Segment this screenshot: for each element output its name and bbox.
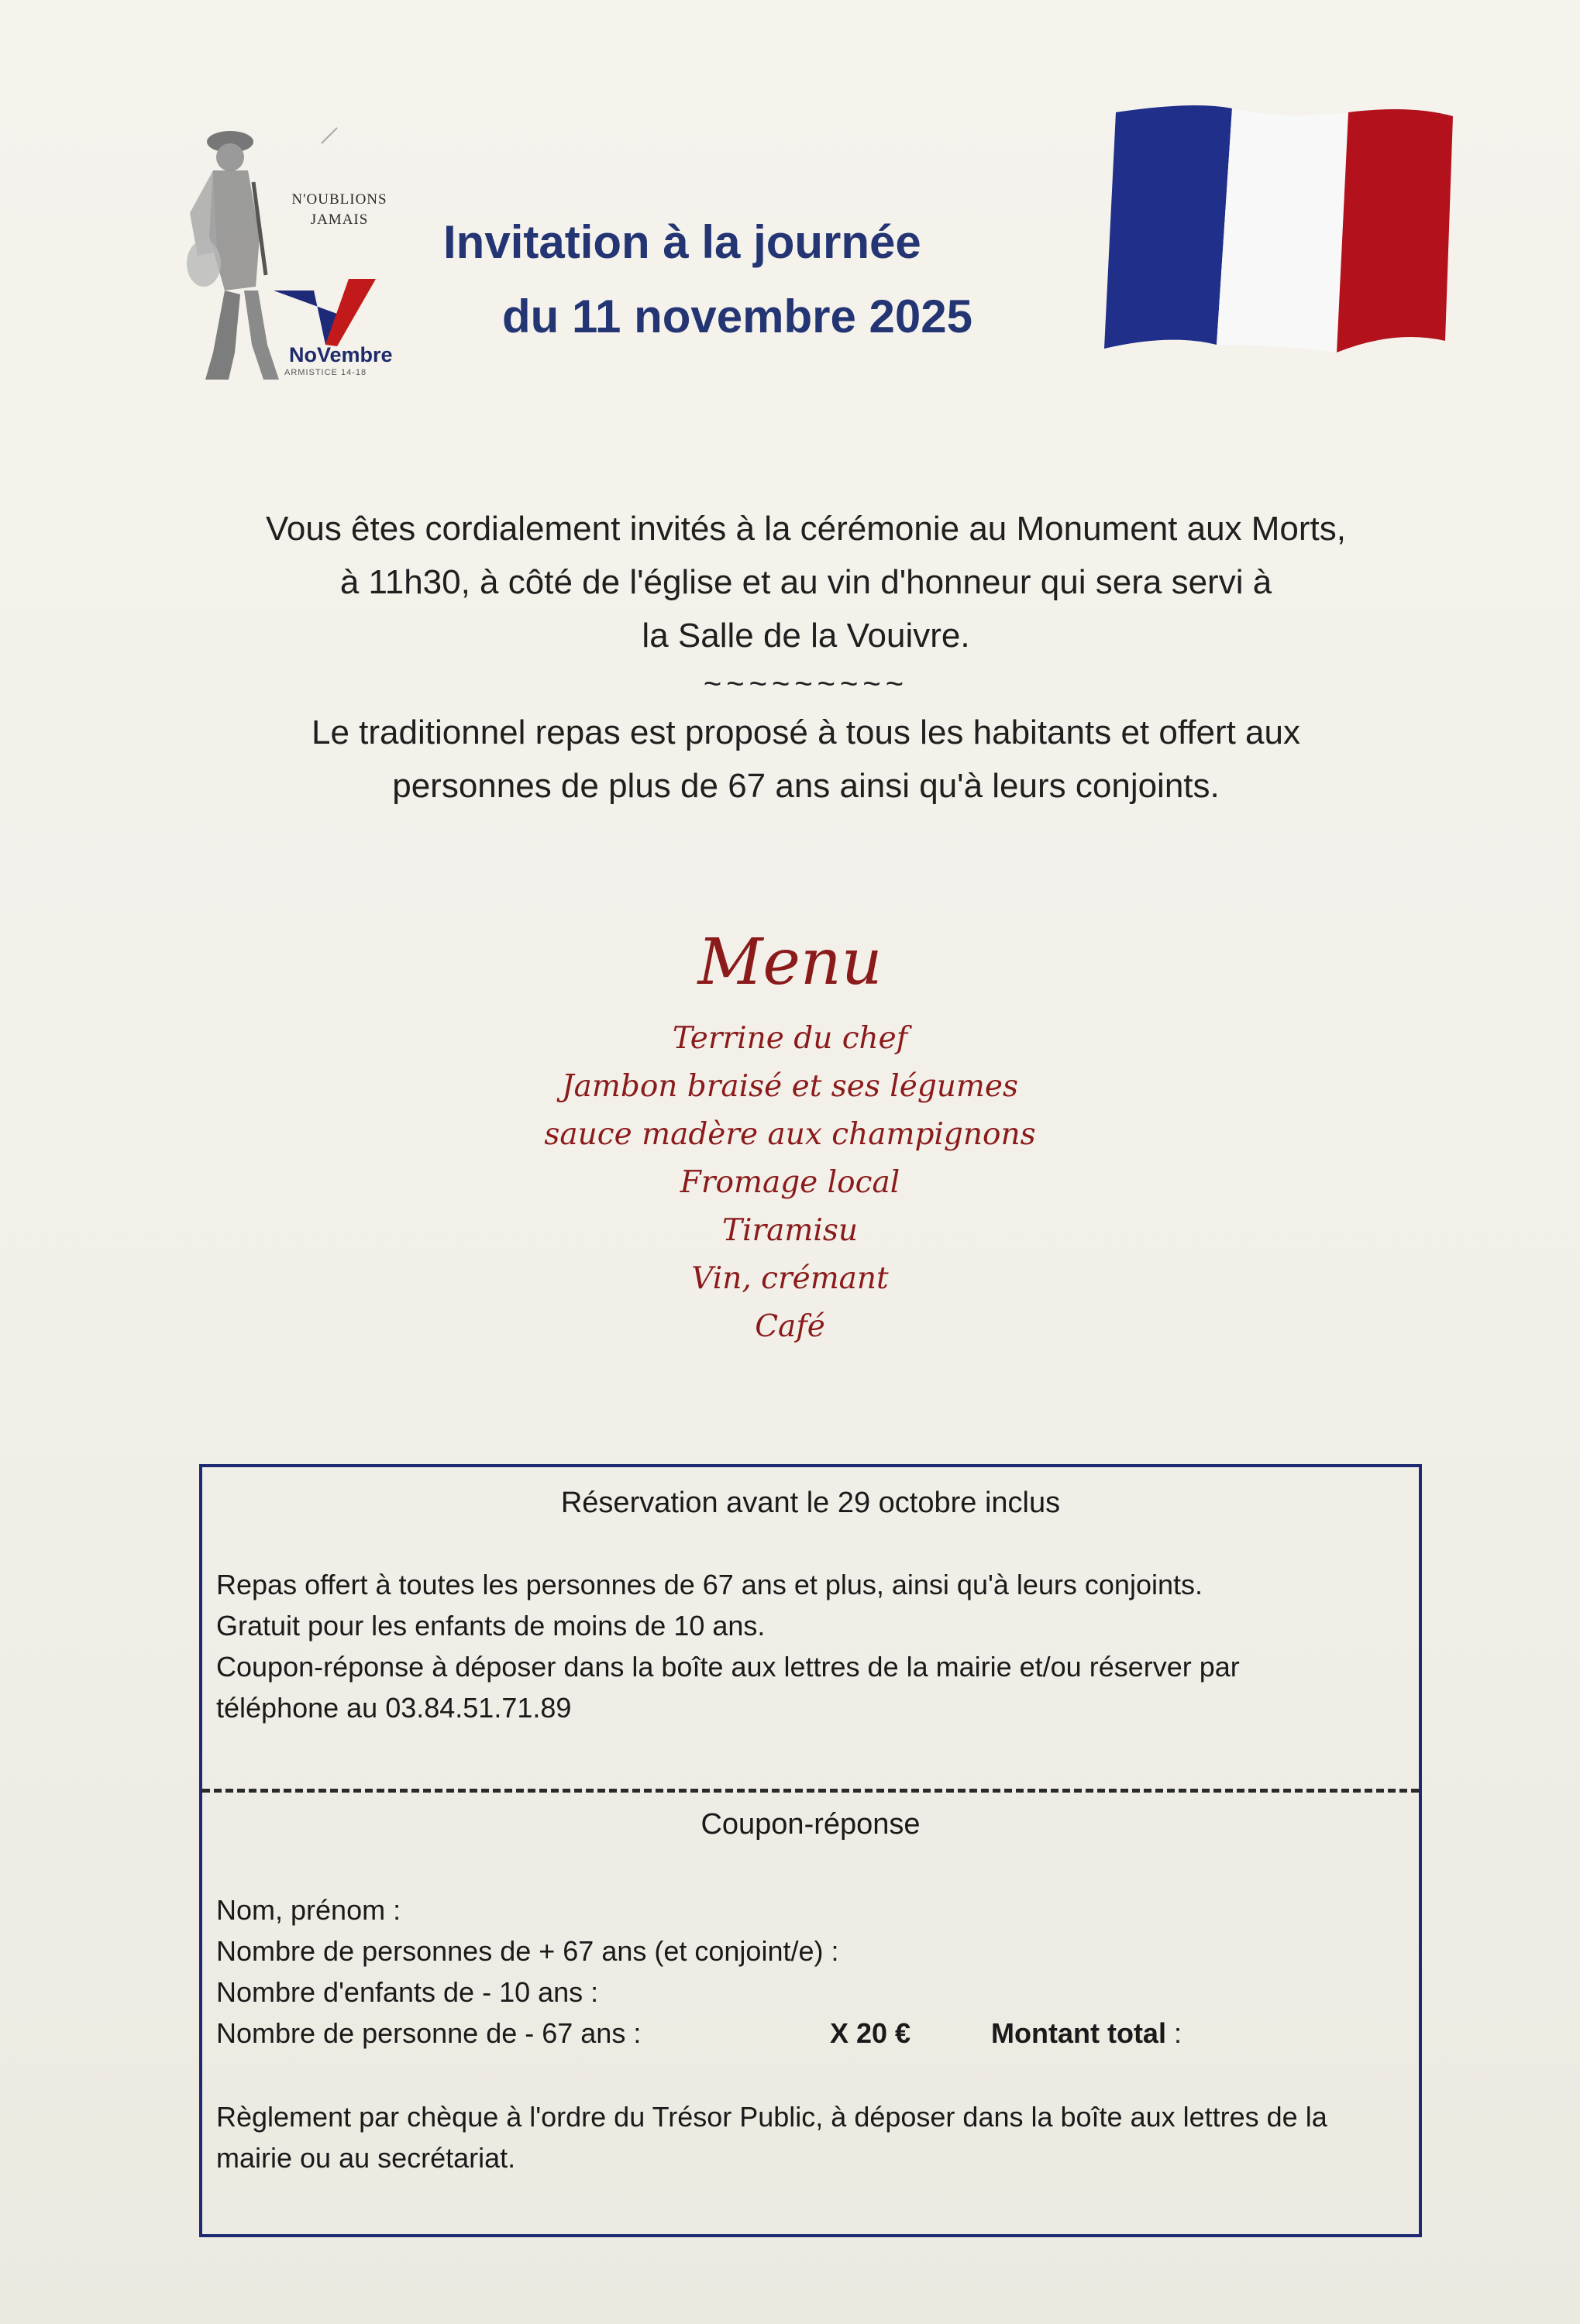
menu-item: Fromage local: [680, 1165, 900, 1200]
reservation-heading: Réservation avant le 29 octobre inclus: [560, 1487, 1061, 1519]
coupon-field-name[interactable]: [216, 1889, 1394, 1930]
field-label: Nombre de personne de - 67 ans :: [216, 2017, 642, 2049]
logo-text-line1: N'OUBLIONS: [291, 191, 387, 208]
reservation-details: [216, 1564, 1394, 1728]
intro-line: Vous êtes cordialement invités à la cérémonie au Monument aux Morts,: [265, 510, 1347, 548]
field-label: Nombre d'enfants de - 10 ans :: [216, 1976, 599, 2008]
french-flag-icon: [1100, 97, 1472, 360]
page-title: [403, 205, 1069, 354]
menu-item: Jambon braisé et ses légumes: [561, 1069, 1019, 1104]
field-label: Nom, prénom :: [216, 1894, 401, 1926]
menu-title: Menu: [697, 926, 883, 999]
intro-line: Le traditionnel repas est proposé à tous les habitants et offert aux: [312, 713, 1300, 751]
reservation-line: Gratuit pour les enfants de moins de 10 ans.: [216, 1610, 766, 1642]
coupon-form: [216, 1889, 1394, 2054]
menu-item: Vin, crémant: [691, 1261, 889, 1296]
total-colon: :: [1165, 2017, 1182, 2049]
payment-instructions: [216, 2096, 1410, 2178]
menu-item: Tiramisu: [722, 1213, 858, 1248]
coupon-field-under67[interactable]: [216, 2013, 1394, 2054]
payment-line: mairie ou au secrétariat.: [216, 2142, 516, 2174]
title-line1: Invitation à la journée: [443, 216, 921, 268]
intro-paragraph: [116, 502, 1496, 813]
reservation-line: Coupon-réponse à déposer dans la boîte aux lettres de la mairie et/ou réserver par: [216, 1651, 1240, 1683]
total-label: Montant total: [991, 2017, 1166, 2049]
reservation-line: téléphone au 03.84.51.71.89: [216, 1692, 572, 1724]
title-line2: du 11 novembre 2025: [502, 290, 972, 342]
menu-list: [0, 1015, 1580, 1351]
intro-line: la Salle de la Vouivre.: [642, 617, 970, 655]
payment-line: Règlement par chèque à l'ordre du Trésor Public, à déposer dans la boîte aux lettres de la: [216, 2101, 1327, 2133]
menu-item: Café: [755, 1309, 825, 1344]
novembre-logo: [182, 120, 422, 395]
coupon-field-children[interactable]: [216, 1972, 1394, 2013]
intro-line: à 11h30, à côté de l'église et au vin d'honneur qui sera servi à: [339, 563, 1272, 601]
total-amount-field[interactable]: [991, 2013, 1182, 2054]
coupon-field-over67[interactable]: [216, 1930, 1394, 1972]
menu-item: Terrine du chef: [672, 1021, 908, 1056]
logo-wordmark: NoVembre: [289, 343, 393, 366]
field-label: Nombre de personnes de + 67 ans (et conjoint/e) :: [216, 1935, 839, 1967]
logo-subtitle: ARMISTICE 14-18: [284, 368, 367, 377]
menu-item: sauce madère aux champignons: [544, 1117, 1036, 1152]
reservation-line: Repas offert à toutes les personnes de 67 ans et plus, ainsi qu'à leurs conjoints.: [216, 1569, 1203, 1600]
coupon-heading: Coupon-réponse: [701, 1808, 921, 1841]
cut-line-divider: [202, 1789, 1419, 1793]
logo-text-line2: JAMAIS: [310, 211, 369, 228]
price-per-person: X 20 €: [830, 2017, 911, 2049]
tilde-separator: ~~~~~~~~~: [703, 667, 909, 701]
reservation-box: [199, 1464, 1422, 2237]
intro-line: personnes de plus de 67 ans ainsi qu'à leurs conjoints.: [392, 767, 1220, 805]
